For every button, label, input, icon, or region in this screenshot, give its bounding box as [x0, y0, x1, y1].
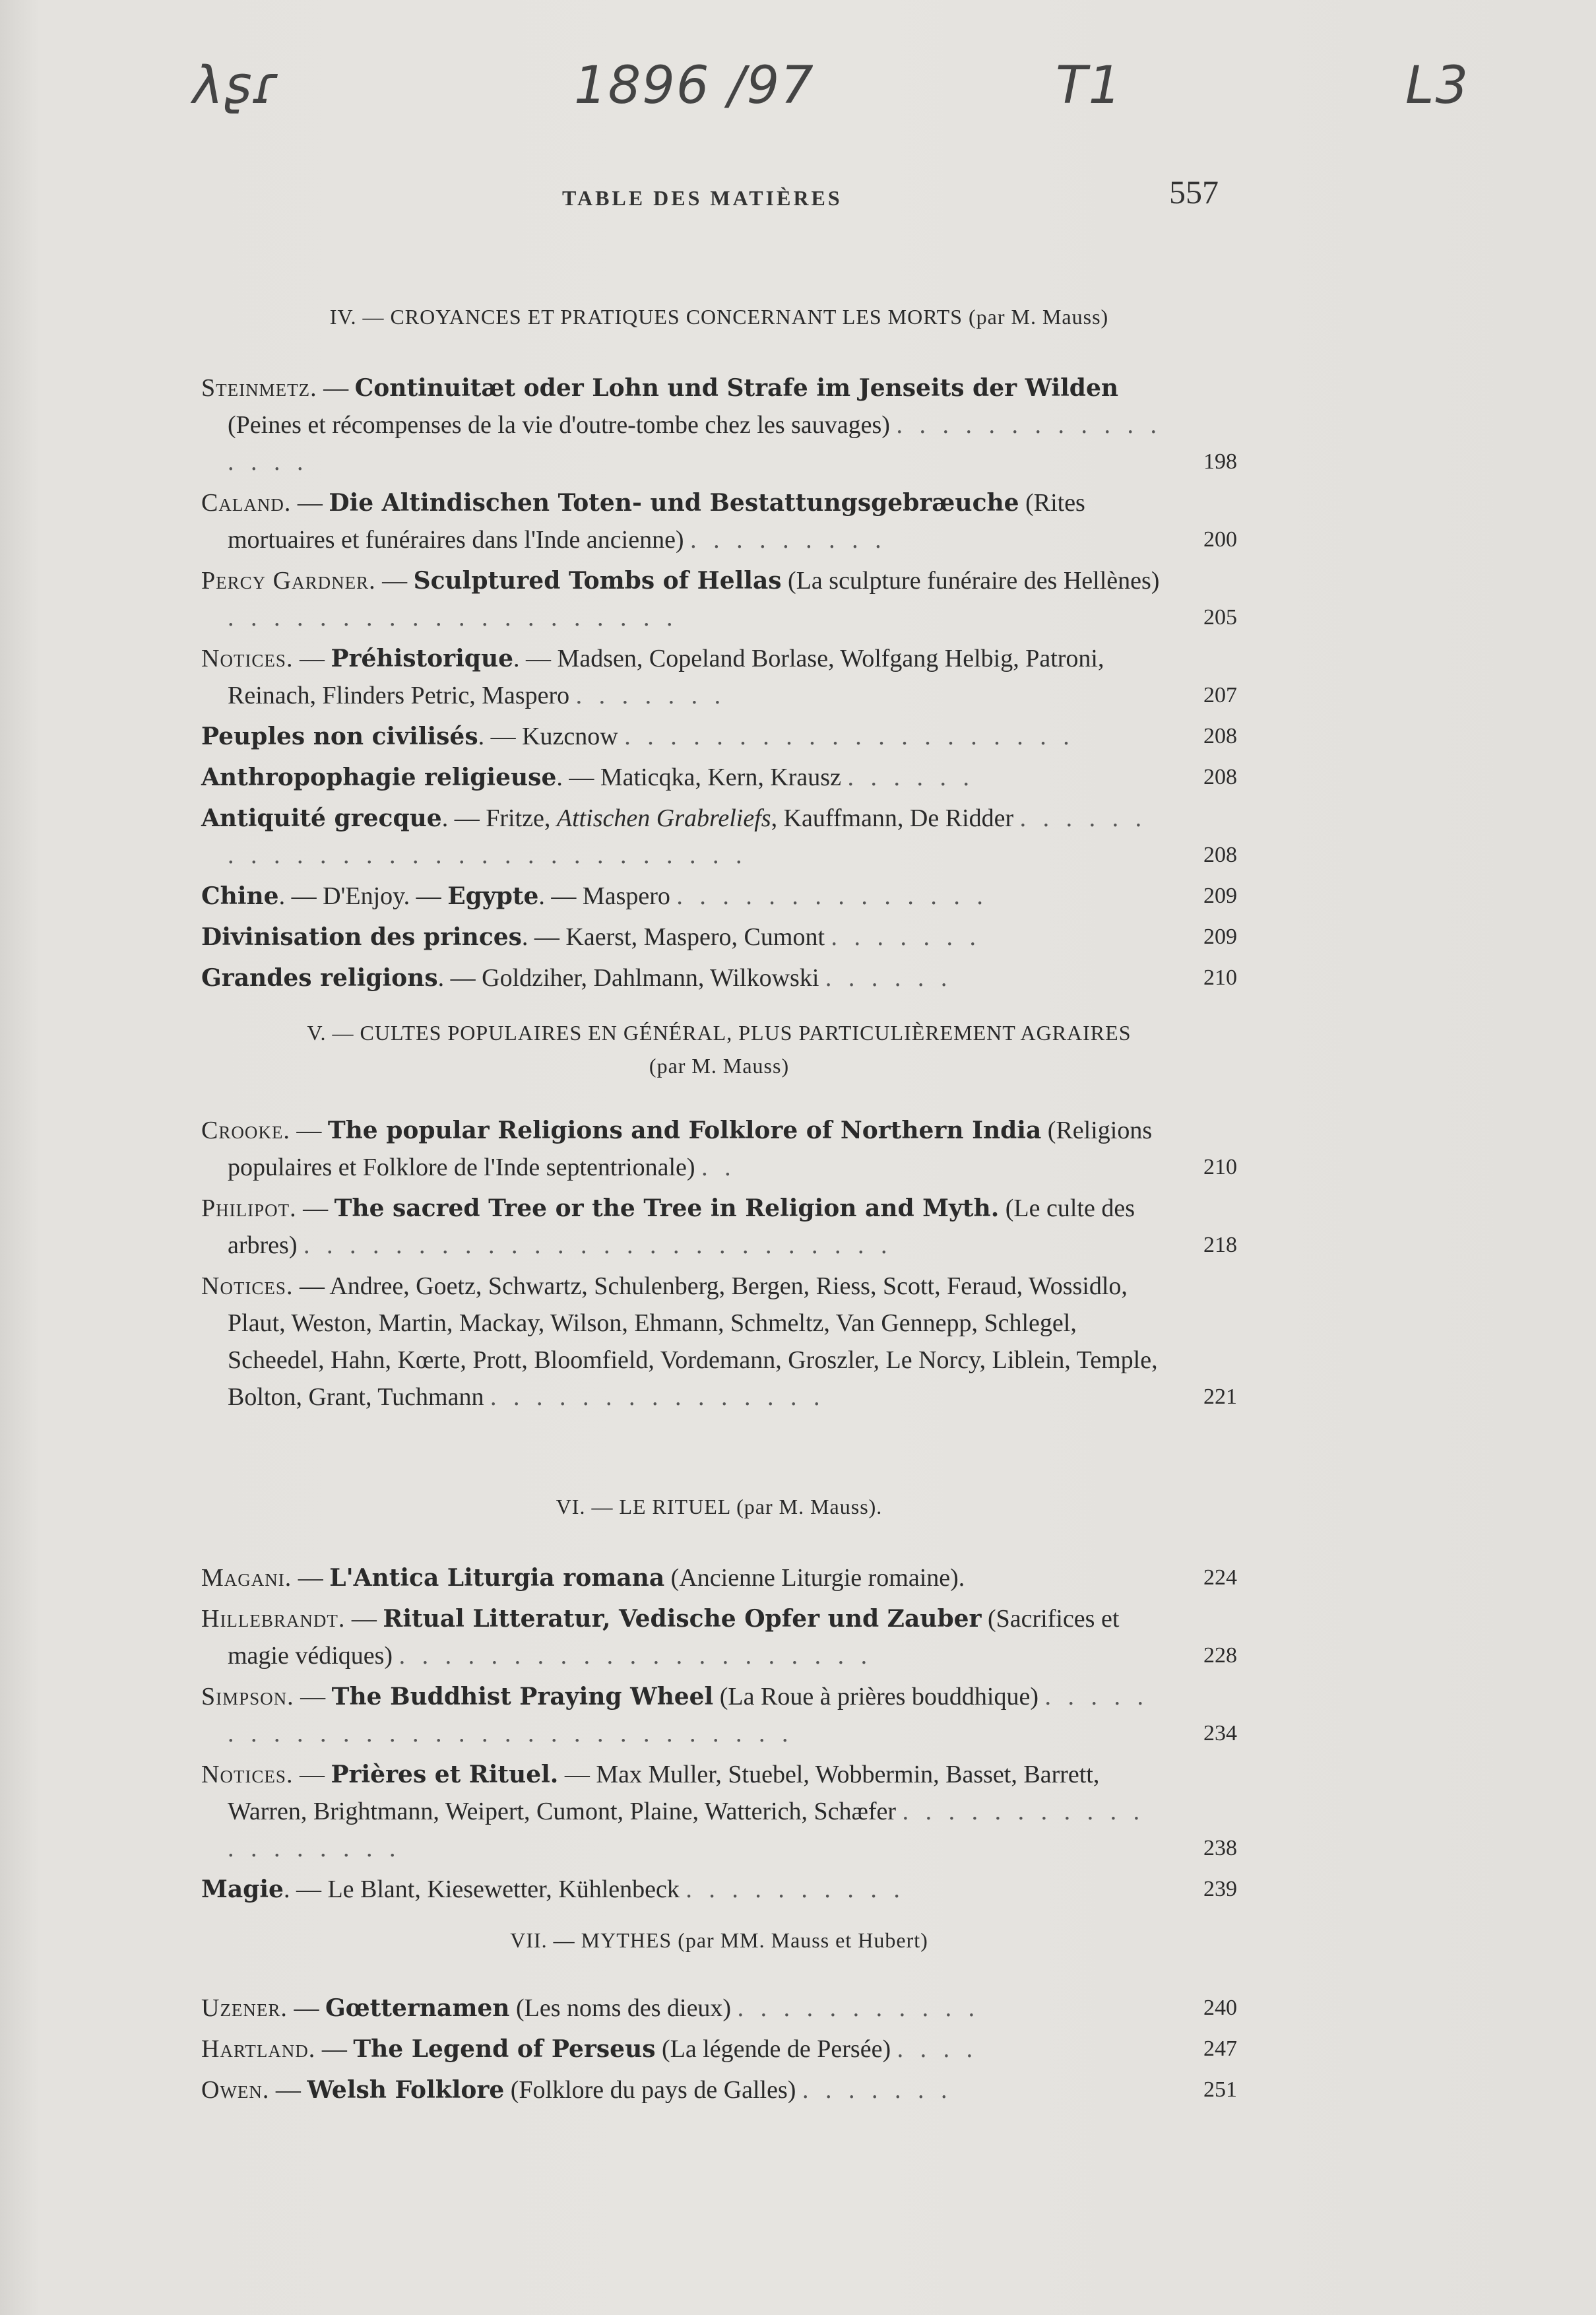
- entry-dash: —: [375, 567, 414, 595]
- entry-author: Crooke.: [201, 1117, 290, 1144]
- entry-author: Simpson.: [201, 1683, 294, 1711]
- entry-italic-title: Attischen Grabreliefs: [556, 804, 771, 832]
- entry-title: The popular Religions and Folklore of Northern India: [327, 1117, 1042, 1144]
- entry-page: 228: [1203, 1643, 1237, 1668]
- entry-title: Anthropophagie religieuse: [201, 764, 557, 791]
- entry-title: Prières et Rituel.: [331, 1761, 559, 1788]
- section-title: V. — CULTES POPULAIRES EN GÉNÉRAL, PLUS PARTICULIÈREMENT AGRAIRES: [307, 1021, 1132, 1045]
- dot-leader: . . . . . . . . . . . . . . .: [490, 1383, 825, 1411]
- entry-page: 238: [1203, 1836, 1237, 1860]
- entry-page: 207: [1203, 683, 1237, 707]
- entry-page: 205: [1203, 605, 1237, 630]
- section-vii: [201, 1924, 1237, 2112]
- entry-title: L'Antica Liturgia romana: [329, 1564, 665, 1592]
- entry-page: 251: [1203, 2077, 1237, 2102]
- dot-leader: . . . . . .: [847, 764, 974, 791]
- entry-desc: . — Kaerst, Maspero, Cumont: [521, 923, 825, 951]
- toc-entry: [201, 640, 1237, 714]
- toc-entry: [201, 1112, 1237, 1186]
- dot-leader: . . . . . . . . . . . . . . . . . . . . . . . . . .: [303, 1231, 893, 1259]
- entry-author: Caland.: [201, 489, 292, 517]
- dot-leader: . . . . . . . . . . . . . . . .: [228, 411, 1162, 476]
- dot-leader: . . . . . .: [825, 964, 953, 992]
- entry-dash: —: [296, 1194, 335, 1222]
- entry-title: Antiquité grecque: [201, 804, 442, 832]
- dot-leader: . .: [701, 1154, 736, 1181]
- entry-author: Steinmetz.: [201, 374, 317, 402]
- entry-author: Percy Gardner.: [201, 567, 376, 595]
- entry-dash: —: [345, 1605, 383, 1633]
- dot-leader: . . . . . . . . . . . . . . . . . . . . .: [399, 1642, 873, 1670]
- section-vi: [201, 1490, 1237, 1912]
- entry-author: Hillebrandt.: [201, 1605, 346, 1633]
- entry-title: Sculptured Tombs of Hellas: [413, 567, 782, 595]
- entry-dash: —: [292, 1564, 330, 1592]
- entry-desc: (Religions populaires et Folklore de l'Inde septentrionale): [228, 1117, 1153, 1181]
- toc-entry: [201, 370, 1237, 480]
- entry-title: Ritual Litteratur, Vedische Opfer und Zauber: [383, 1605, 982, 1633]
- entry-page: 239: [1203, 1877, 1237, 1901]
- dot-leader: . . . . . . . . . . . . . .: [676, 882, 988, 910]
- section-title: VII. — MYTHES (par MM. Mauss et Hubert): [510, 1928, 928, 1952]
- toc-entry: [201, 1871, 1237, 1908]
- entry-desc: , Kauffmann, De Ridder: [771, 804, 1014, 832]
- toc-entry: [201, 1190, 1237, 1264]
- entry-author: Owen.: [201, 2076, 270, 2104]
- toc-entry: [201, 960, 1237, 996]
- entry-title: Egypte: [447, 882, 539, 910]
- entry-page: 208: [1203, 724, 1237, 748]
- entry-title: Divinisation des princes: [201, 923, 522, 951]
- toc-entry: [201, 1268, 1237, 1416]
- entry-title: The Legend of Perseus: [353, 2035, 656, 2063]
- entry-author: Magani.: [201, 1564, 292, 1592]
- entry-title: Die Altindischen Toten- und Bestattungsgebræuche: [329, 489, 1019, 517]
- entry-author: Philipot.: [201, 1194, 297, 1222]
- entry-desc: . — Le Blant, Kiesewetter, Kühlenbeck: [283, 1875, 680, 1903]
- dot-leader: . . . . . . . . . . . . . . . . . . .: [228, 1798, 1145, 1862]
- entry-dash: —: [315, 2035, 354, 2063]
- dot-leader: . . . . . . . . . .: [686, 1875, 905, 1903]
- entry-desc: (La Roue à prières bouddhique): [713, 1683, 1039, 1711]
- entry-page: 218: [1203, 1233, 1237, 1257]
- toc-entry: [201, 2071, 1237, 2108]
- entry-dash: —: [293, 1761, 331, 1788]
- toc-entry: [201, 1990, 1237, 2027]
- handwritten-mark-3: T1: [1056, 56, 1123, 115]
- entry-dash: —: [317, 374, 355, 402]
- handwritten-mark-1: λʂɾ: [193, 56, 282, 115]
- toc-entry: [201, 759, 1237, 796]
- entry-page: 198: [1203, 449, 1237, 474]
- entry-page: 209: [1203, 925, 1237, 949]
- entry-desc: (Sacrifices et magie védiques): [228, 1605, 1120, 1670]
- toc-entry: [201, 800, 1237, 874]
- entry-desc: . — D'Enjoy. —: [278, 882, 448, 910]
- entry-page: 210: [1203, 1155, 1237, 1179]
- entry-title: Magie: [201, 1875, 284, 1903]
- entry-desc: . — Fritze,: [441, 804, 557, 832]
- toc-entry: [201, 878, 1237, 915]
- entry-dash: —: [294, 1683, 332, 1711]
- entry-dash: —: [293, 645, 331, 672]
- section-title: IV. — CROYANCES ET PRATIQUES CONCERNANT LES MORTS (par M. Mauss): [329, 305, 1109, 329]
- dot-leader: . . . . . . . . . . . . . . . . . . . . . . . . . . . . .: [228, 804, 1147, 869]
- dot-leader: . . . . . . . . . . . . . . . . . . . .: [228, 604, 678, 632]
- entry-desc: — Andree, Goetz, Schwartz, Schulenberg, Bergen, Riess, Scott, Feraud, Wossidlo, Plaut, Weston, Martin, Mackay, Wilson, Ehmann, Schmeltz, Van Gennepp, Schlegel, Scheedel, Hahn, Kœrte, Prott, Bloomfield, Vordemann, Groszler, Le Norcy, Liblein, Temple, Bolton, Grant, Tuchmann: [228, 1272, 1158, 1411]
- toc-entry: [201, 718, 1237, 755]
- entry-dash: —: [269, 2076, 307, 2104]
- dot-leader: . . . . . . . . .: [690, 526, 887, 554]
- entry-desc: (Folklore du pays de Galles): [504, 2076, 796, 2104]
- entry-title: The sacred Tree or the Tree in Religion and Myth.: [334, 1194, 1000, 1222]
- entry-desc: . — Goldziher, Dahlmann, Wilkowski: [437, 964, 819, 992]
- section-byline: (par M. Mauss): [649, 1054, 790, 1078]
- toc-entry: [201, 2031, 1237, 2068]
- section-v: [201, 1016, 1237, 1419]
- handwritten-mark-2: 1896 /97: [574, 56, 815, 115]
- entry-desc: (Ancienne Liturgie romaine).: [664, 1564, 965, 1592]
- entry-title: Chine: [201, 882, 279, 910]
- entry-page: 224: [1203, 1565, 1237, 1590]
- entry-title: Peuples non civilisés: [201, 723, 478, 750]
- entry-title: Welsh Folklore: [307, 2076, 505, 2104]
- entry-desc: (La sculpture funéraire des Hellènes): [781, 567, 1160, 595]
- entry-page: 208: [1203, 765, 1237, 789]
- entry-page: 209: [1203, 884, 1237, 908]
- entry-desc: (Rites mortuaires et funéraires dans l'Inde ancienne): [228, 489, 1085, 554]
- entry-author: Notices.: [201, 645, 294, 672]
- section-title: VI. — LE RITUEL (par M. Mauss).: [556, 1495, 883, 1518]
- entry-desc: (Peines et récompenses de la vie d'outre-tombe chez les sauvages): [228, 411, 890, 439]
- entry-page: 200: [1203, 527, 1237, 552]
- entry-desc: . — Maticqka, Kern, Krausz: [556, 764, 841, 791]
- running-title: TABLE DES MATIÈRES: [562, 186, 843, 210]
- dot-leader: . . . . . . .: [831, 923, 982, 951]
- entry-page: 247: [1203, 2037, 1237, 2061]
- entry-desc: . — Madsen, Copeland Borlase, Wolfgang Helbig, Patroni, Reinach, Flinders Petric, Maspero: [228, 645, 1104, 709]
- entry-desc: (La légende de Persée): [655, 2035, 891, 2063]
- entry-author: Hartland.: [201, 2035, 316, 2063]
- entry-title: Gœtternamen: [325, 1994, 510, 2022]
- entry-desc: (Le culte des arbres): [228, 1194, 1135, 1259]
- handwritten-mark-4: L3: [1405, 56, 1470, 115]
- entry-title: Préhistorique: [331, 645, 514, 672]
- dot-leader: . . . . . . .: [575, 682, 726, 709]
- toc-entry: [201, 1756, 1237, 1867]
- entry-title: The Buddhist Praying Wheel: [331, 1683, 714, 1711]
- toc-entry: [201, 1678, 1237, 1752]
- entry-desc: . — Kuzcnow: [478, 723, 618, 750]
- dot-leader: . . . .: [897, 2035, 978, 2063]
- toc-entry: [201, 484, 1237, 558]
- toc-entry: [201, 1559, 1237, 1596]
- toc-entry: [201, 562, 1237, 636]
- entry-page: 208: [1203, 843, 1237, 867]
- dot-leader: . . . . . . .: [802, 2076, 953, 2104]
- entry-page: 234: [1203, 1721, 1237, 1745]
- entry-desc: . — Maspero: [538, 882, 670, 910]
- page-number: 557: [1169, 174, 1219, 211]
- toc-entry: [201, 1600, 1237, 1674]
- section-iv: [201, 300, 1237, 1000]
- toc-entry: [201, 919, 1237, 956]
- entry-author: Notices.: [201, 1272, 294, 1300]
- entry-page: 210: [1203, 965, 1237, 990]
- entry-dash: —: [290, 1117, 328, 1144]
- entry-title: Continuitæt oder Lohn und Strafe im Jenseits der Wilden: [354, 374, 1119, 402]
- entry-title: Grandes religions: [201, 964, 438, 992]
- dot-leader: . . . . . . . . . . . . . . . . . . . . . . . . . . . . . .: [228, 1683, 1149, 1747]
- entry-desc: (Les noms des dieux): [509, 1994, 732, 2022]
- entry-author: Uzener.: [201, 1994, 288, 2022]
- entry-dash: —: [291, 489, 329, 517]
- dot-leader: . . . . . . . . . . .: [737, 1994, 980, 2022]
- entry-page: 221: [1203, 1385, 1237, 1409]
- dot-leader: . . . . . . . . . . . . . . . . . . . .: [624, 723, 1075, 750]
- entry-author: Notices.: [201, 1761, 294, 1788]
- entry-desc: — Max Muller, Stuebel, Wobbermin, Basset, Barrett, Warren, Brightmann, Weipert, Cumont, Plaine, Watterich, Schæfer: [228, 1761, 1100, 1825]
- entry-page: 240: [1203, 1996, 1237, 2020]
- entry-dash: —: [287, 1994, 325, 2022]
